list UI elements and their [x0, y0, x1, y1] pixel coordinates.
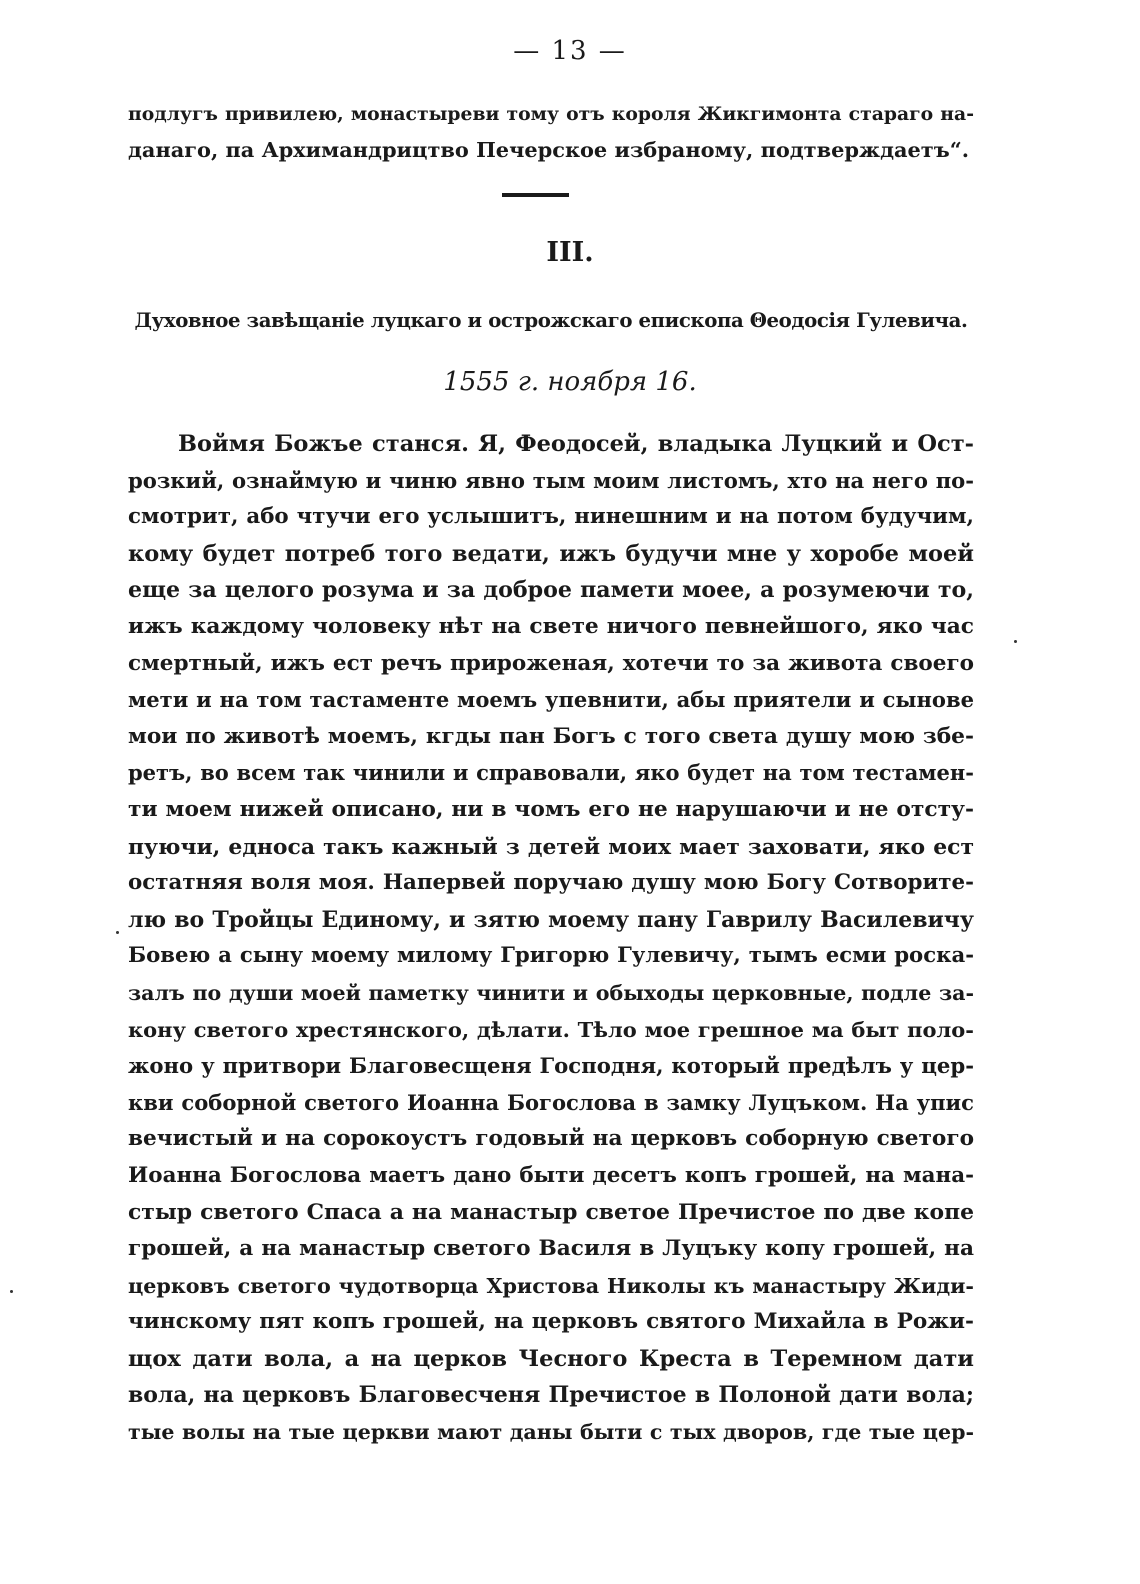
document-title: Духовное завѣщаніе луцкаго и острожскаго епископа Θеодосія Гулевича.	[134, 309, 968, 332]
text-line: розкий, ознаймую и чиню явно тым моим листомъ, хто на него по-	[128, 467, 974, 493]
text-line: жоно у притвори Благовесщеня Господня, который предѣлъ у цер-	[128, 1053, 974, 1079]
scan-speck	[116, 931, 119, 934]
text-line: данаго, па Архимандрицтво Печерское избраному, подтверждаетъ“.	[128, 137, 970, 162]
section-number: III.	[546, 237, 594, 268]
text-line: чинскому пят копъ грошей, на церковъ святого Михайла в Рожи-	[128, 1309, 974, 1335]
body-paragraph	[128, 426, 974, 1451]
text-line: остатняя воля моя. Напервей поручаю душу мою Богу Сотворите-	[128, 870, 974, 896]
section-divider	[502, 193, 569, 197]
carryover-paragraph	[128, 96, 974, 168]
text-line: мети и на том тастаменте моемъ упевнити, абы приятели и сынове	[128, 687, 974, 713]
text-line: церковъ светого чудотворца Христова Николы къ манастыру Жиди-	[128, 1273, 974, 1298]
text-line: залъ по души моей паметку чинити и обыходы церковные, подле за-	[128, 980, 974, 1005]
text-line: вола, на церковъ Благовесченя Пречистое в Полоной дати вола;	[128, 1382, 974, 1409]
text-line: подлугъ привилею, монастыреви тому отъ короля Жикгимонта стараго на-	[128, 103, 974, 125]
text-line: стыр светого Спаса а на манастыр светое Пречистое по две копе	[128, 1199, 974, 1226]
text-line: щох дати вола, а на церков Чесного Креста в Теремном дати	[128, 1345, 974, 1372]
text-line: вечистый и на сорокоустъ годовый на церковъ соборную светого	[128, 1126, 974, 1152]
scan-speck	[10, 1290, 13, 1293]
text-line: смотрит, або чтучи его услышитъ, нинешним и на потом будучим,	[128, 504, 974, 530]
text-line: тые волы на тые церкви мают даны быти с тых дворов, где тые цер-	[128, 1420, 974, 1445]
text-line: грошей, а на манастыр светого Василя в Луцъку копу грошей, на	[128, 1236, 974, 1262]
text-line: кону светого хрестянского, дѣлати. Тѣло мое грешное ма быт поло-	[128, 1016, 974, 1042]
text-line: лю во Тройцы Единому, и зятю моему пану Гаврилу Василевичу	[128, 906, 974, 933]
text-line: смертный, ижъ ест речъ прироженая, хотечи то за живота своего	[128, 650, 974, 676]
text-line: мои по животѣ моемъ, кгды пан Богъ с того света душу мою збе-	[128, 723, 974, 749]
text-line: пуючи, едноса такъ кажный з детей моих мает заховати, яко ест	[128, 833, 974, 860]
text-line: ретъ, во всем так чинили и справовали, яко будет на том тестамен-	[128, 760, 974, 786]
document-date: 1555 г. ноября 16.	[443, 367, 697, 397]
text-line: кому будет потреб того ведати, ижъ будучи мне у хоробе моей	[128, 540, 974, 567]
page-number: — 13 —	[513, 36, 627, 66]
text-line: ти моем нижей описано, ни в чомъ его не нарушаючи и не отсту-	[128, 796, 974, 822]
text-line: еще за целого розума и за доброе памети моее, а розумеючи то,	[128, 577, 974, 604]
text-line: Воймя Божъе станся. Я, Феодосей, владыка Луцкий и Ост-	[178, 431, 974, 457]
text-line: ижъ каждому чоловеку нѣт на свете ничого певнейшого, яко час	[128, 613, 974, 639]
text-line: Иоанна Богослова маетъ дано быти десетъ копъ грошей, на мана-	[128, 1162, 974, 1188]
text-line: кви соборной светого Иоанна Богослова в замку Луцъком. На упис	[128, 1089, 974, 1115]
text-line: Бовею а сыну моему милому Григорю Гулевичу, тымъ есми роска-	[128, 943, 974, 969]
scan-speck	[1014, 640, 1017, 643]
